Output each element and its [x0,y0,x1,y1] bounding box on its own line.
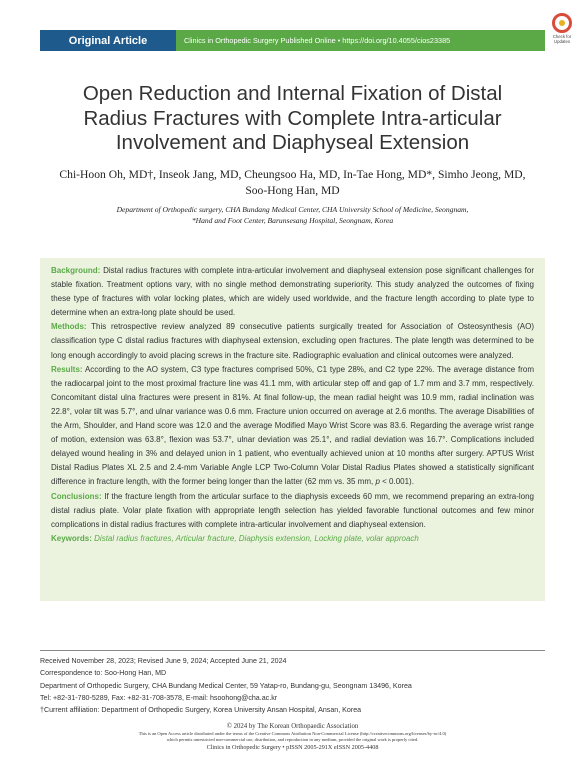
correspondence-contact[interactable]: Tel: +82-31-780-5289, Fax: +82-31-708-3578, E-mail: hsoohong@cha.ac.kr [40,693,278,702]
copyright-line: © 2024 by The Korean Orthopaedic Association [226,723,359,730]
abstract-keywords: Keywords: Distal radius fractures, Articular fracture, Diaphysis extension, Locking plate, volar approach [51,533,419,543]
title-line: Radius Fractures with Complete Intra-articular [83,106,502,130]
article-type-label: Original Article [40,30,176,51]
crossmark-icon [552,13,572,33]
abstract-conclusions: Conclusions: If the fracture length from the articular surface to the diaphysis exceeds 60 mm, we recommend preparing an extra-long distal radius plate. Volar plate fixation with appropriate length selection has yielded favorable functional outcomes and few minor complications in distal radius fractures with complete intra-articular involvement and diaphyseal extension. [51,491,534,529]
license-line[interactable]: This is an Open Access article distributed under the terms of the Creative Commons Attribution Non-Commercial License (http://creativecommons.org/licenses/by-nc/4.0) [138,731,447,736]
correspondence-name: Correspondence to: Soo-Hong Han, MD [40,669,167,678]
check-for-updates-text: Check for Updates [552,34,572,44]
affiliation-line: *Hand and Foot Center, Barunsesang Hospital, Seongnam, Korea [191,216,394,225]
abstract-results: Results: According to the AO system, C3 type fractures comprised 50%, C1 type 28%, and C2 type 22%. The average distance from the radiocarpal joint to the most proximal fracture line was 41.1 mm, with articular step off and gap of 1.7 mm and 3.7 mm, respectively. Concomitant distal ulna fractures were present in 81%. At final follow-up, the mean radial height was 10.9 mm, radial inclination was 22.8°, volar tilt was 5.7°, and ulnar variance was 0.6 mm. Fracture union occurred on average at 2.6 months. The average Disabilities of the Arm, Shoulder, and Hand score was 12.0 and the average Modified Mayo Wrist Score was 83.6. Regarding the average wrist range of motion, extension was 63.8°, flexion was 53.7°, ulnar deviation was 25.1°, and radial deviation was 16.7°. Complications included delayed wound healing in 3% and delayed union in 1 patient, who eventually achieved union at 10 months after surgery. APTUS Wrist Distal Radius Plates XL 2.5 and 2.4-mm Variable Angle LCP Two-Column Volar Distal Radius Plates showed a statistically significant difference in fracture length, with the former being longer than the latter (62 mm vs. 35 mm, p < 0.001). [51,364,534,487]
footer-divider [40,650,545,651]
check-for-updates-badge[interactable] [547,13,577,49]
author-list [40,167,545,199]
author-line: Soo-Hong Han, MD [245,184,340,197]
journal-doi-line[interactable]: Clinics in Orthopedic Surgery Published Online • https://doi.org/10.4055/cios23385 [176,30,545,51]
affiliations [50,204,535,226]
abstract-methods: Methods: This retrospective review analyzed 89 consecutive patients surgically treated for Association of Osteosynthesis (AO) classification type C distal radius fractures with diaphyseal extension, excluding open fractures. The plate length was determined to be long enough accordingly to avoid placing screws in the fracture site. Radiographic evaluation and clinical outcomes were analyzed. [51,322,534,360]
title-line: Involvement and Diaphyseal Extension [115,131,470,154]
article-title [40,82,545,156]
correspondence-footer [40,650,545,716]
copyright-block [40,722,545,752]
author-line: Chi-Hoon Oh, MD†, Inseok Jang, MD, Cheungsoo Ha, MD, In-Tae Hong, MD*, Simho Jeong, MD, [59,168,526,181]
abstract-box [40,258,545,601]
received-dates: Received November 28, 2023; Revised June 9, 2024; Accepted June 21, 2024 [40,657,287,665]
current-affiliation: †Current affiliation: Department of Orthopedic Surgery, Korea University Ansan Hospital, Ansan, Korea [40,706,362,715]
title-line: Open Reduction and Internal Fixation of Distal [82,82,503,105]
affiliation-line: Department of Orthopedic surgery, CHA Bundang Medical Center, CHA University School of Medicine, Seongnam, [116,205,469,214]
abstract-background: Background: Distal radius fractures with complete intra-articular involvement and diaphyseal extension pose significant challenges for stable fixation. Treatment options vary, with no single method demonstrating superiority. This study analyzed the outcomes of fixing these type of fractures with volar locking plates, which are widely used worldwide, and the fracture length according to plate type to determine when an extra-long plate should be used. [51,266,534,318]
correspondence-address: Department of Orthopedic Surgery, CHA Bundang Medical Center, 59 Yatap-ro, Bundang-gu, Seongnam 13496, Korea [40,681,412,690]
article-banner [40,30,545,51]
issn-line: Clinics in Orthopedic Surgery • pISSN 2005-291X eISSN 2005-4408 [206,744,379,752]
license-line: which permits unrestricted non-commercial use, distribution, and reproduction in any medium, provided the original work is properly cited. [166,737,419,743]
